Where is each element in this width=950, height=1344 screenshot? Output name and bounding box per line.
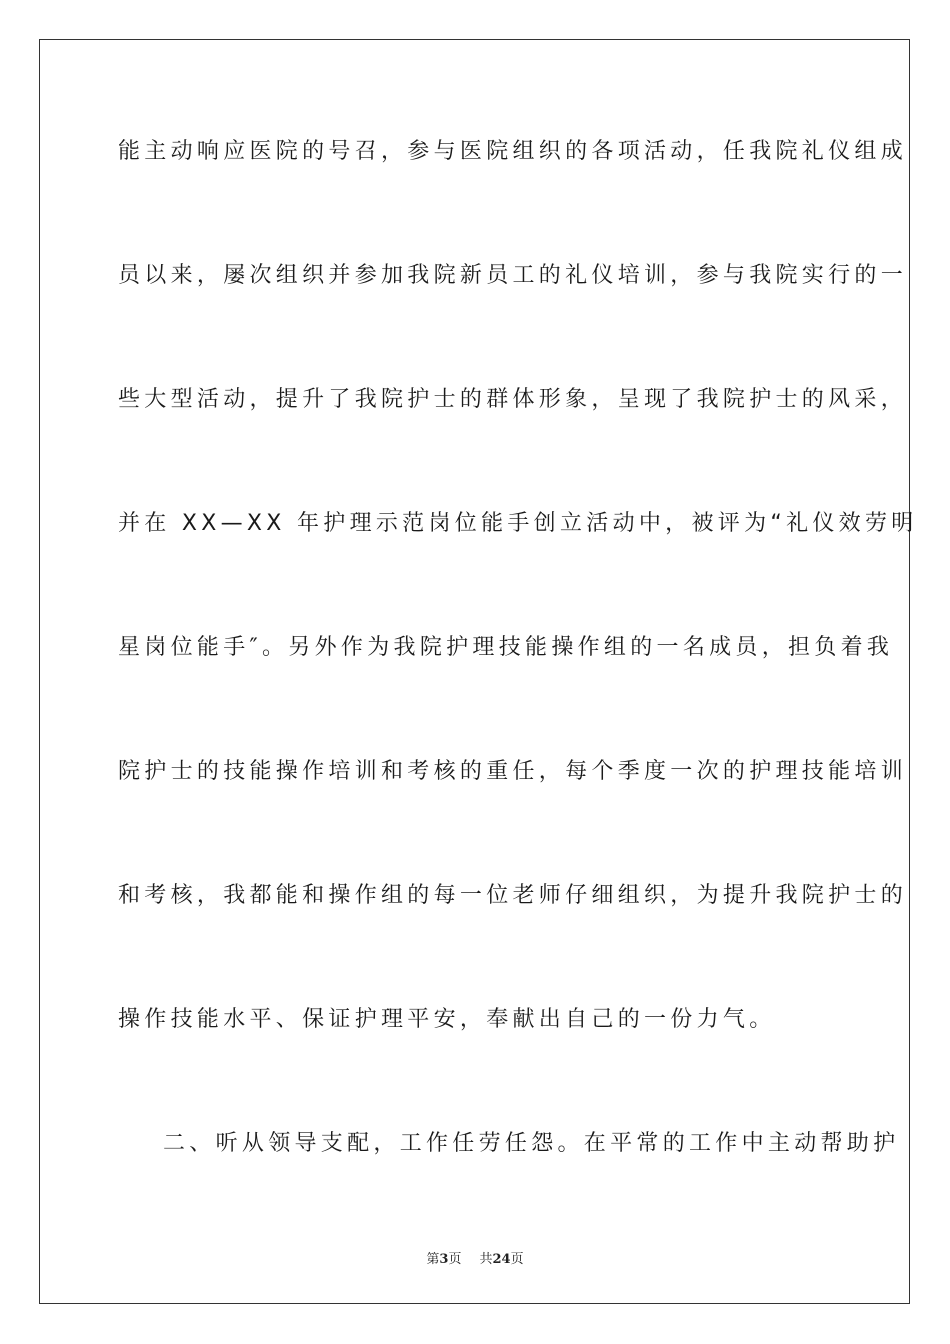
footer-page-current: 3 [439, 1252, 449, 1267]
body-text-line-8: 操作技能水平、保证护理平安，奉献出自己的一份力气。 [118, 1007, 776, 1032]
page-footer [0, 1248, 950, 1267]
page-border [39, 39, 918, 1304]
footer-page-total: 24 [492, 1252, 511, 1267]
footer-page-unit: 页 [448, 1252, 462, 1267]
body-text-line-3: 些大型活动，提升了我院护士的群体形象，呈现了我院护士的风采， [118, 387, 908, 412]
footer-total-unit: 页 [510, 1252, 524, 1267]
body-text-line-5: 星岗位能手″。另外作为我院护理技能操作组的一名成员，担负着我 [118, 635, 894, 660]
footer-total-prefix: 共 [479, 1252, 493, 1267]
body-text-line-4: 并在 XX—XX 年护理示范岗位能手创立活动中，被评为“礼仪效劳明 [118, 511, 918, 536]
body-text-paragraph-start: 二、听从领导支配，工作任劳任怨。在平常的工作中主动帮助护 [163, 1131, 900, 1156]
footer-page-prefix: 第 [426, 1252, 440, 1267]
body-text-line-6: 院护士的技能操作培训和考核的重任，每个季度一次的护理技能培训 [118, 759, 908, 784]
body-text-line-7: 和考核，我都能和操作组的每一位老师仔细组织，为提升我院护士的 [118, 883, 908, 908]
body-text-line-1: 能主动响应医院的号召，参与医院组织的各项活动，任我院礼仪组成 [118, 139, 908, 164]
body-text-line-2: 员以来，屡次组织并参加我院新员工的礼仪培训，参与我院实行的一 [118, 263, 908, 288]
